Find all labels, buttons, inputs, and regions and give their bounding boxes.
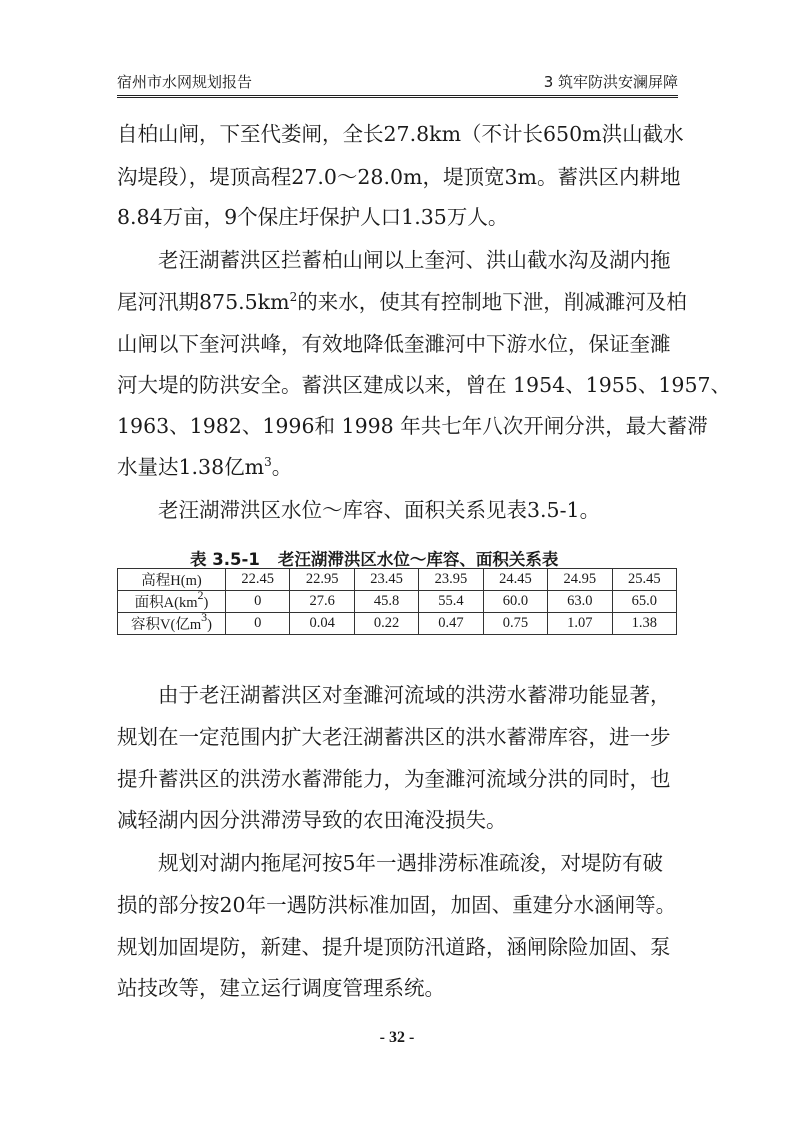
table-cell: 24.95 — [548, 569, 612, 591]
paragraph-line: 减轻湖内因分洪滞涝导致的农田淹没损失。 — [117, 808, 507, 832]
table-cell: 0.47 — [419, 613, 483, 635]
paragraph-line: 水量达1.38亿$m^3$。 — [117, 455, 293, 479]
table-cell: 0.04 — [290, 613, 354, 635]
table-cell: 23.95 — [419, 569, 483, 591]
table-cell: 0 — [226, 613, 290, 635]
table-cell: 1.07 — [548, 613, 612, 635]
table-cell: 65.0 — [612, 591, 676, 613]
paragraph-line: 规划对湖内拖尾河按5年一遇排涝标准疏浚，对堤防有破 — [158, 851, 664, 875]
table-cell: 60.0 — [483, 591, 547, 613]
page-number: - 32 - — [379, 1029, 415, 1046]
paragraph-line: 老汪湖蓄洪区拦蓄柏山闸以上奎河、洪山截水沟及湖内拖 — [158, 248, 671, 272]
paragraph-line: 站技改等，建立运行调度管理系统。 — [117, 976, 445, 1000]
paragraph-line: 山闸以下奎河洪峰，有效地降低奎濉河中下游水位，保证奎濉 — [117, 332, 671, 356]
table-cell: 63.0 — [548, 591, 612, 613]
table-row — [118, 613, 677, 635]
row-header: 高程H(m) — [118, 569, 226, 591]
table-cell: 25.45 — [612, 569, 676, 591]
chapter-title: 3 筑牢防洪安澜屏障 — [543, 73, 678, 91]
page-header — [117, 70, 678, 98]
header-rule — [117, 95, 678, 96]
paragraph-line: 由于老汪湖蓄洪区对奎濉河流域的洪涝水蓄滞功能显著， — [158, 683, 671, 707]
paragraph-line: 自柏山闸，下至代娄闸，全长27.8km（不计长650m洪山截水 — [117, 122, 684, 146]
table-cell: 0.22 — [354, 613, 418, 635]
paragraph-line: 8.84万亩，9个保庄圩保护人口1.35万人。 — [117, 205, 509, 229]
report-title: 宿州市水网规划报告 — [117, 73, 253, 91]
superscript: 2 — [289, 290, 298, 304]
paragraph-line: 规划在一定范围内扩大老汪湖蓄洪区的洪水蓄滞库容，进一步 — [117, 725, 671, 749]
row-header: 面积$A(km^2)$ — [118, 591, 226, 613]
paragraph-line: 尾河汛期$875.5km^2$的来水，使其有控制地下泄，削减濉河及柏 — [117, 290, 687, 314]
table-cell: 0 — [226, 591, 290, 613]
paragraph-line: 河大堤的防洪安全。蓄洪区建成以来，曾在 1954、1955、1957、 — [117, 373, 732, 397]
paragraph-line: 规划加固堤防，新建、提升堤顶防汛道路，涵闸除险加固、泵 — [117, 935, 671, 959]
table-cell: 55.4 — [419, 591, 483, 613]
paragraph-line: 损的部分按20年一遇防洪标准加固，加固、重建分水涵闸等。 — [117, 893, 677, 917]
table-cell: 22.45 — [226, 569, 290, 591]
table-caption — [190, 546, 558, 570]
table-title: 老汪湖滞洪区水位～库容、面积关系表 — [277, 550, 559, 569]
header-rule-thin — [117, 97, 678, 98]
table-cell: 22.95 — [290, 569, 354, 591]
data-table — [117, 568, 677, 635]
paragraph-line: 提升蓄洪区的洪涝水蓄滞能力，为奎濉河流域分洪的同时，也 — [117, 767, 671, 791]
paragraph-line: 1963、1982、1996和 1998 年共七年八次开闸分洪，最大蓄滞 — [117, 414, 708, 438]
row-header: 容积V(亿$m^3$) — [118, 613, 226, 635]
superscript: 3 — [264, 455, 272, 469]
table-cell: 23.45 — [354, 569, 418, 591]
paragraph-line: 老汪湖滞洪区水位～库容、面积关系见表3.5-1。 — [158, 498, 601, 522]
table-cell: 1.38 — [612, 613, 676, 635]
table-number: 表 3.5-1 — [190, 550, 260, 569]
table-cell: 45.8 — [354, 591, 418, 613]
paragraph-line: 沟堤段），堤顶高程27.0～28.0m，堤顶宽3m。蓄洪区内耕地 — [117, 165, 681, 189]
table-cell: 27.6 — [290, 591, 354, 613]
table-cell: 24.45 — [483, 569, 547, 591]
table-cell: 0.75 — [483, 613, 547, 635]
